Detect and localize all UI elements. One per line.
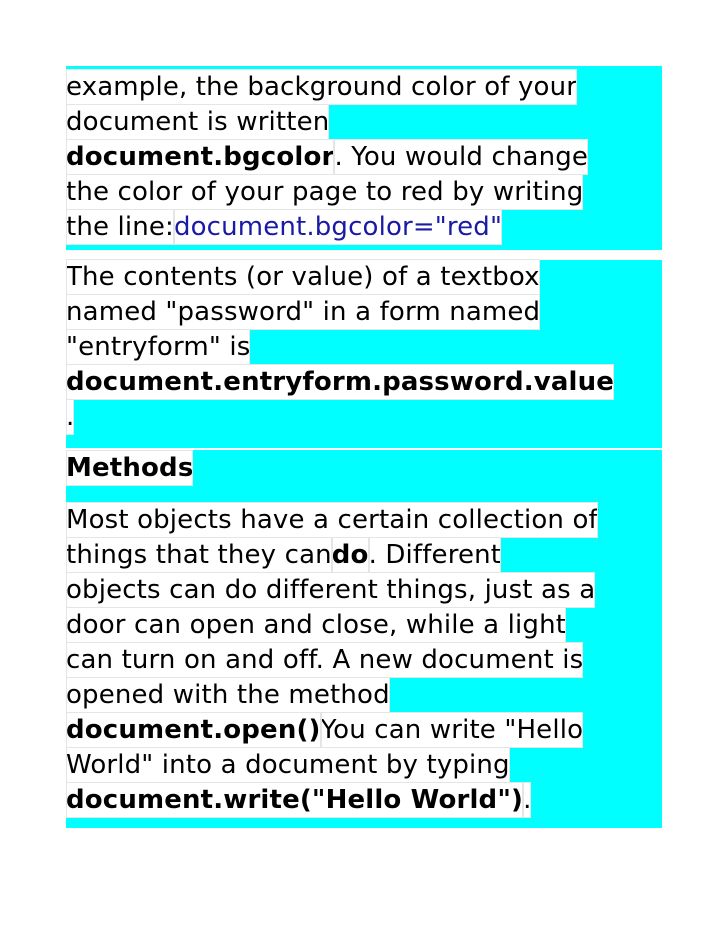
text-segment: the line: — [66, 209, 174, 245]
text-segment: named "password" in a form named — [66, 294, 540, 330]
text-line — [66, 642, 583, 678]
text-line — [66, 537, 501, 573]
text-segment: You can write "Hello — [321, 712, 584, 748]
text-line — [66, 782, 531, 818]
text-segment: example, the background color of your — [66, 69, 577, 105]
text-line — [66, 294, 540, 330]
text-segment: the color of your page to red by writing — [66, 174, 583, 210]
text-segment: . Different — [369, 537, 502, 573]
text-segment: objects can do different things, just as a — [66, 572, 595, 608]
heading-methods: Methods — [66, 450, 193, 486]
text-line — [66, 329, 250, 365]
text-line — [66, 572, 595, 608]
text-segment: document is written — [66, 104, 329, 140]
text-segment: . You would change — [334, 139, 588, 175]
text-segment: . — [66, 399, 74, 435]
code-term: document.entryform.password.value — [66, 364, 614, 400]
text-segment: . — [523, 782, 531, 818]
text-line — [66, 364, 614, 400]
text-segment: things that they can — [66, 537, 332, 573]
text-line — [66, 209, 502, 245]
code-term: document.bgcolor — [66, 139, 334, 175]
text-segment: "entryform" is — [66, 329, 250, 365]
text-line — [66, 747, 510, 783]
text-segment: opened with the method — [66, 677, 390, 713]
text-line — [66, 259, 540, 295]
text-segment: The contents (or value) of a textbox — [66, 259, 540, 295]
section-heading — [66, 450, 193, 486]
code-term: document.open() — [66, 712, 321, 748]
text-segment: door can open and close, while a light — [66, 607, 566, 643]
code-example: document.bgcolor="red" — [174, 209, 502, 245]
text-line — [66, 502, 598, 538]
text-segment: World" into a document by typing — [66, 747, 510, 783]
text-line — [66, 677, 390, 713]
text-segment: can turn on and off. A new document is — [66, 642, 583, 678]
text-line — [66, 174, 583, 210]
code-term: document.write("Hello World") — [66, 782, 523, 818]
text-line — [66, 104, 329, 140]
text-line — [66, 712, 583, 748]
text-line — [66, 139, 588, 175]
text-line — [66, 69, 577, 105]
text-segment: Most objects have a certain collection of — [66, 502, 598, 538]
keyword-do: do — [332, 537, 369, 573]
text-line — [66, 607, 566, 643]
text-line — [66, 399, 74, 435]
